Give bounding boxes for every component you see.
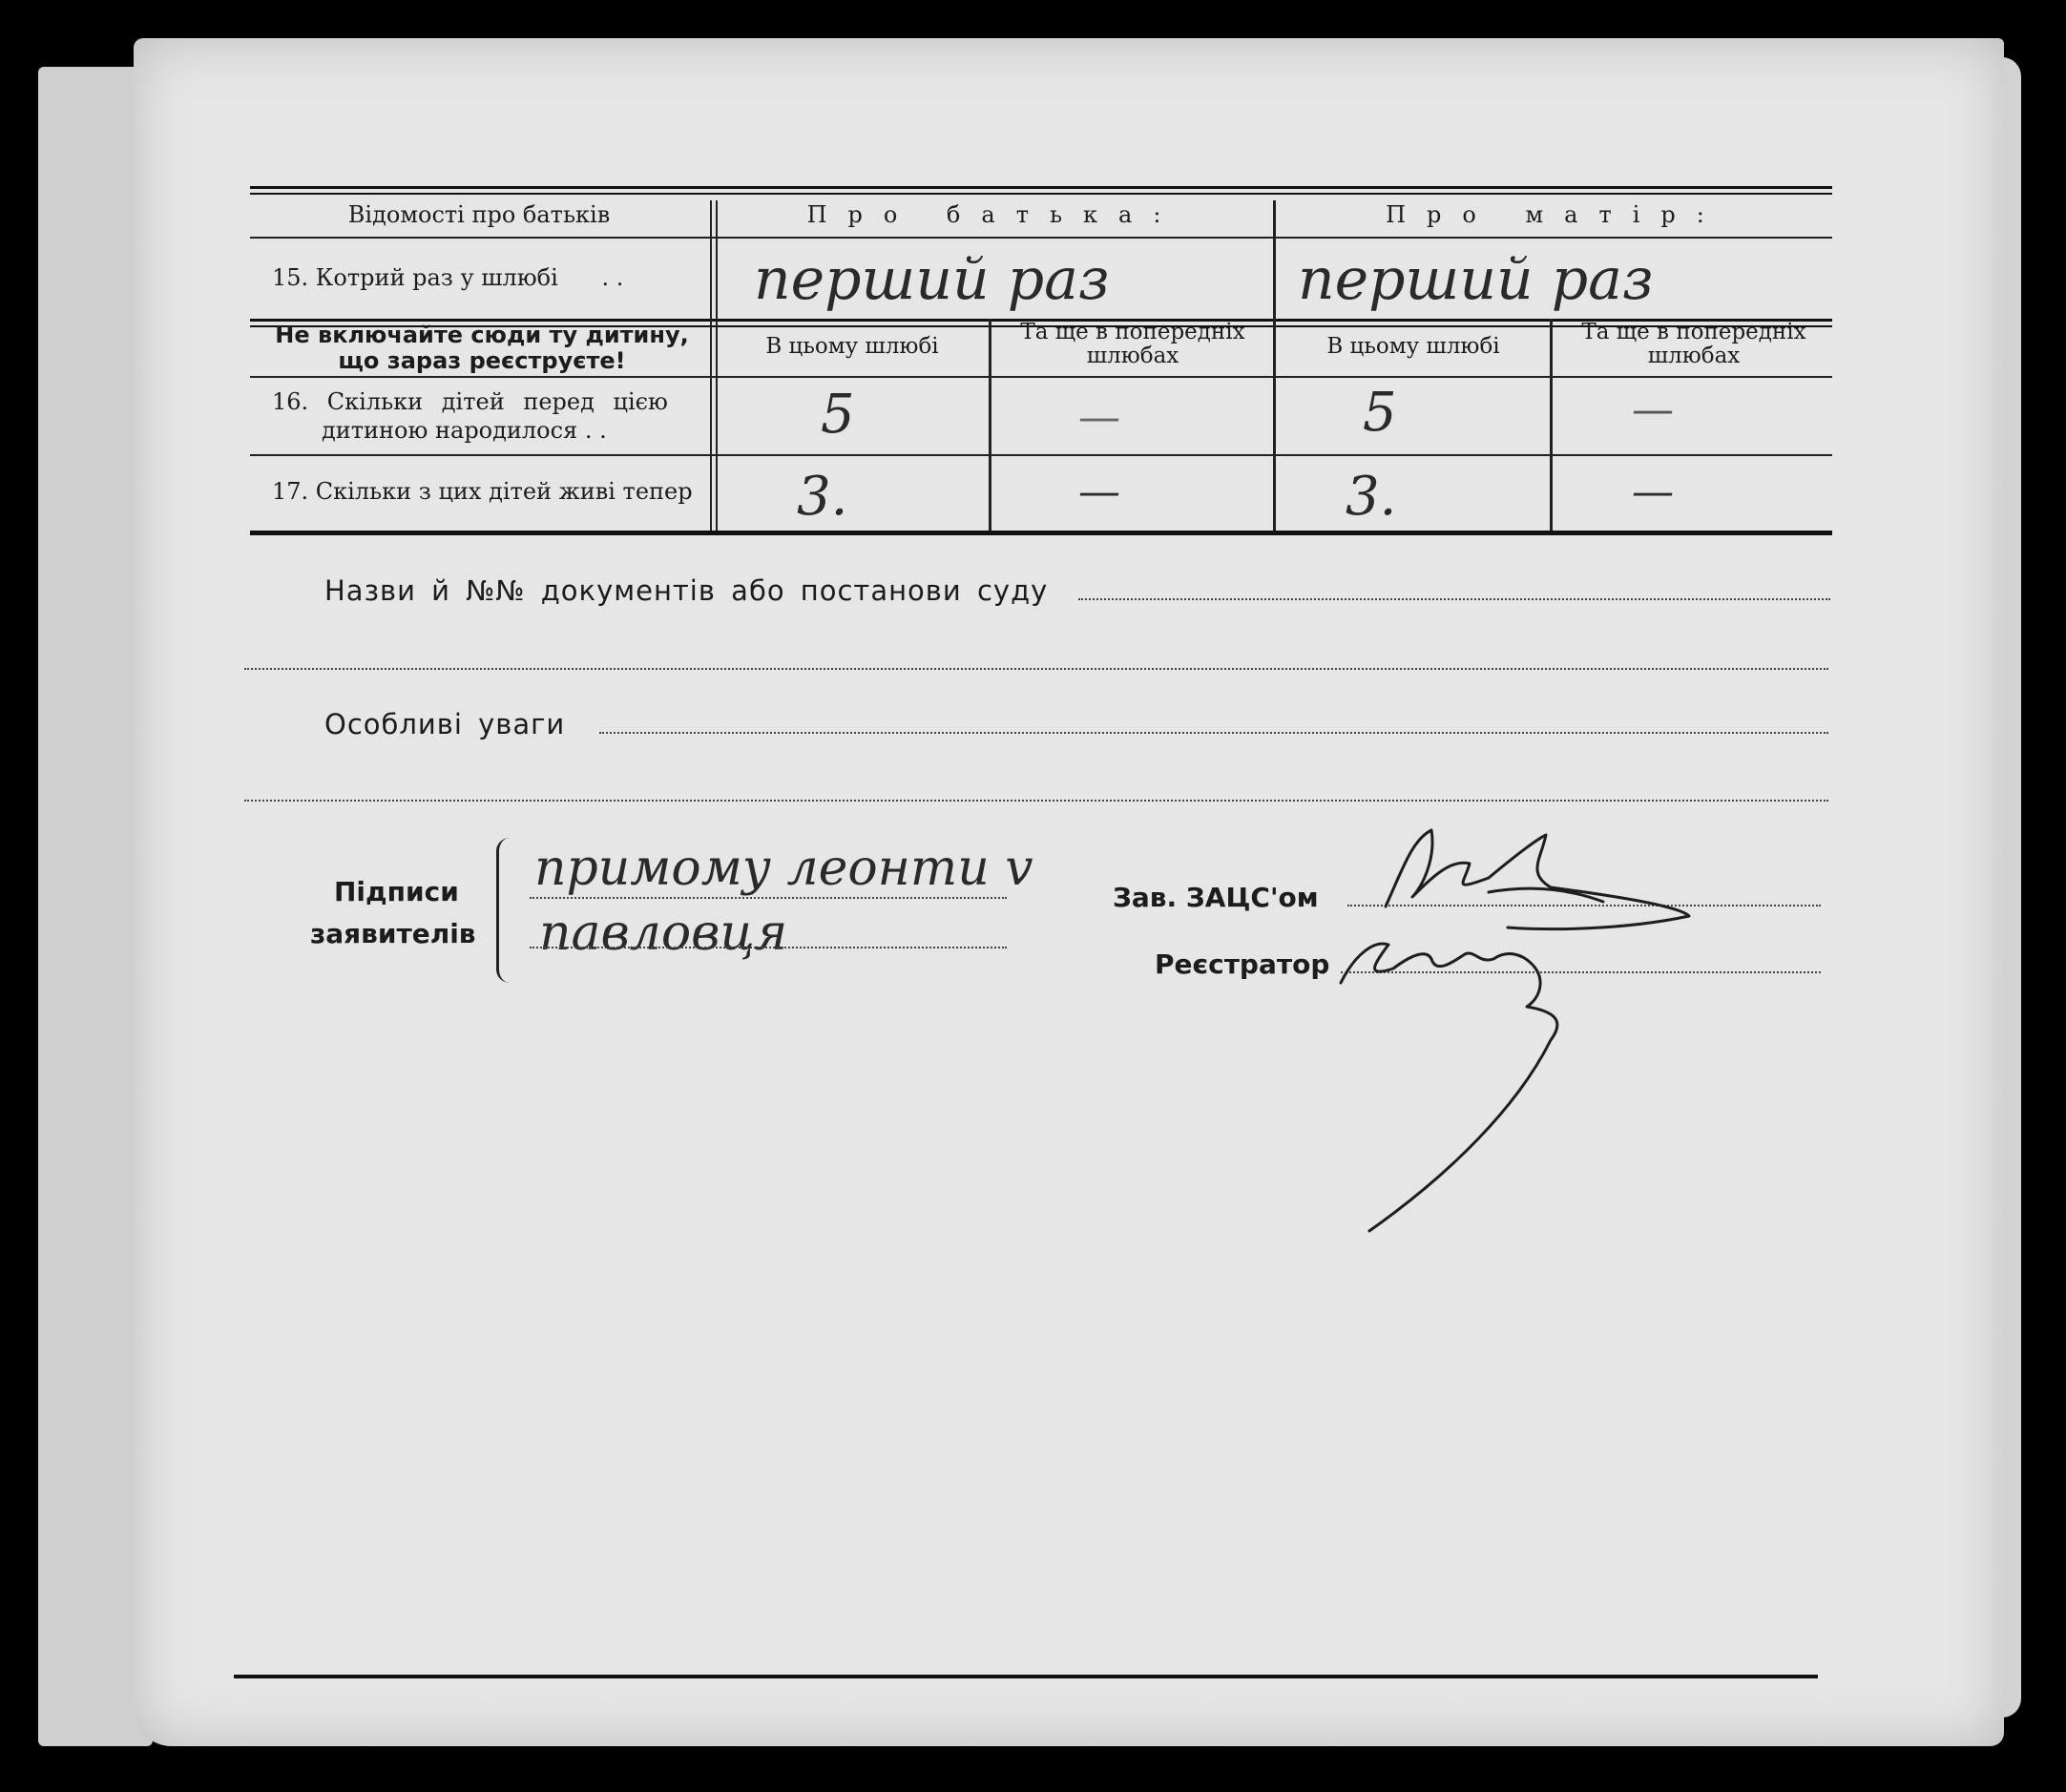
- row15-father-handwritten: перший раз: [754, 246, 1110, 313]
- row16-label-line1: 16. Скільки дітей перед цією: [272, 388, 668, 415]
- row17-father-this-value: 3.: [797, 466, 848, 528]
- row15-label-dots: . .: [601, 264, 624, 291]
- subheader-exclude-note: Не включайте сюди ту дитину, що зараз реєструєте!: [275, 322, 689, 374]
- row16-mother-this-value: 5: [1363, 382, 1397, 444]
- subheader-father-previous: Та ще в попередніх шлюбах: [1020, 320, 1245, 368]
- row17-mother-prev-value: —: [1632, 468, 1674, 516]
- row15-label-text: 15. Котрий раз у шлюбі: [272, 264, 558, 291]
- subheader-father-this-marriage: В цьому шлюбі: [765, 334, 939, 359]
- header-parents-info: Відомості про батьків: [347, 201, 611, 228]
- applicants-signatures-label-line1: Підписи: [334, 876, 459, 907]
- applicant-signature-line1: примому леонти v: [534, 840, 1033, 897]
- subheader-mother-previous: Та ще в попередніх шлюбах: [1581, 320, 1806, 368]
- row17-father-prev-value: —: [1078, 468, 1120, 516]
- row15-mother-handwritten: перший раз: [1298, 246, 1654, 313]
- row16-mother-prev-value: —: [1632, 385, 1674, 434]
- page-bottom-rule: [234, 1675, 1818, 1678]
- head-of-registry-label: Зав. ЗАЦС'ом: [1113, 882, 1319, 913]
- row16-father-this-value: 5: [821, 384, 855, 446]
- row17-label: 17. Скільки з цих дітей живі тепер: [272, 478, 693, 505]
- header-about-mother: Про матір:: [1386, 201, 1725, 228]
- row17-mother-this-value: 3.: [1346, 466, 1397, 528]
- header-about-father: Про батька:: [806, 201, 1182, 228]
- documents-label: Назви й №№ документів або постанови суду: [324, 574, 1049, 607]
- registrar-label: Реєстратор: [1155, 948, 1330, 980]
- row16-father-prev-value: —: [1078, 393, 1120, 442]
- notes-label: Особливі уваги: [324, 708, 566, 740]
- applicant-signature-line2: павловця: [539, 905, 788, 962]
- applicants-signatures-label-line2: заявителів: [310, 918, 476, 949]
- row16-label-line2: дитиною народилося . .: [322, 417, 607, 444]
- subheader-mother-this-marriage: В цьому шлюбі: [1326, 334, 1500, 359]
